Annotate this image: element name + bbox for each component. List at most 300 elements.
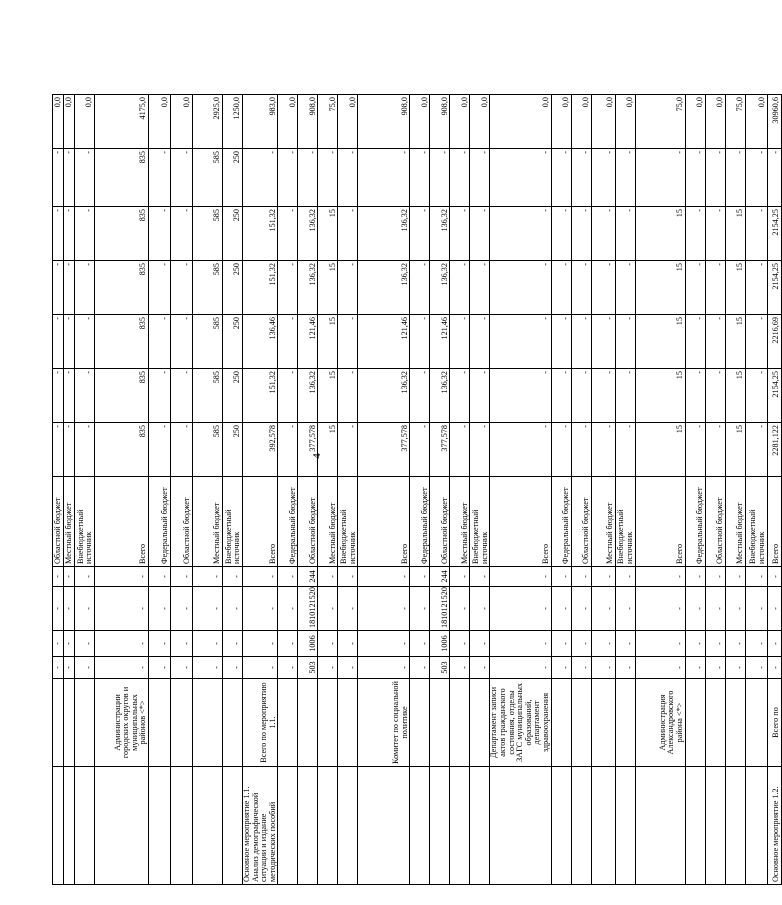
table-cell: - (705, 207, 725, 261)
table-cell: - (571, 631, 591, 657)
table-cell: 503 (298, 657, 318, 679)
table-row (64, 95, 75, 885)
table-cell (470, 679, 490, 767)
table-cell: - (318, 657, 338, 679)
table-cell (470, 767, 490, 885)
table-row (705, 95, 725, 885)
table-cell: - (278, 657, 298, 679)
table-cell: - (745, 567, 767, 587)
table-cell: - (53, 315, 64, 369)
table-cell: - (149, 149, 171, 207)
table-cell: Местный бюджет (318, 477, 338, 567)
table-cell: - (278, 567, 298, 587)
table-cell (358, 767, 410, 885)
table-cell: - (767, 657, 781, 679)
table-row (223, 95, 243, 885)
table-cell: 244 (298, 567, 318, 587)
table-cell: 0,0 (278, 95, 298, 149)
table-cell (95, 767, 149, 885)
table-cell: - (591, 631, 615, 657)
table-cell: - (450, 567, 470, 587)
table-cell: - (551, 567, 571, 587)
table-cell: 15 (635, 261, 685, 315)
page-number: 4 (310, 453, 323, 459)
table-cell: - (745, 657, 767, 679)
table-cell: - (490, 423, 551, 477)
table-cell: - (450, 587, 470, 631)
table-cell: - (64, 657, 75, 679)
table-cell (490, 767, 551, 885)
table-cell: - (615, 587, 635, 631)
table-cell: Областной бюджет (571, 477, 591, 567)
table-cell: 585 (193, 207, 223, 261)
table-cell (410, 767, 430, 885)
table-cell: - (95, 587, 149, 631)
table-cell: - (171, 261, 193, 315)
table-cell: 151,32 (243, 261, 278, 315)
table-cell (635, 767, 685, 885)
table-cell: - (358, 567, 410, 587)
table-row (95, 95, 149, 885)
table-cell: 136,32 (298, 369, 318, 423)
table-cell: 1250,0 (223, 95, 243, 149)
table-cell (430, 767, 450, 885)
table-cell: Внебюджетный источник (223, 477, 243, 567)
table-cell: - (243, 149, 278, 207)
table-cell: - (615, 207, 635, 261)
table-cell: Внебюджетный источник (615, 477, 635, 567)
table-cell: - (171, 587, 193, 631)
table-cell: 75,0 (635, 95, 685, 149)
table-cell: 15 (635, 369, 685, 423)
table-cell: - (705, 261, 725, 315)
table-cell: - (767, 567, 781, 587)
table-cell: 136,32 (358, 261, 410, 315)
table-cell: - (64, 631, 75, 657)
table-cell: 835 (95, 149, 149, 207)
table-cell: - (551, 315, 571, 369)
table-cell: - (243, 567, 278, 587)
table-cell: - (490, 587, 551, 631)
table-cell: Областной бюджет (171, 477, 193, 567)
table-cell: 121,46 (298, 315, 318, 369)
table-cell: - (223, 631, 243, 657)
table-cell: - (95, 657, 149, 679)
table-cell: - (571, 657, 591, 679)
table-cell: 0,0 (551, 95, 571, 149)
table-cell: 136,32 (430, 261, 450, 315)
table-cell: - (470, 149, 490, 207)
table-cell: - (745, 149, 767, 207)
table-cell: 0,0 (410, 95, 430, 149)
table-cell: - (470, 631, 490, 657)
table-cell: - (243, 657, 278, 679)
table-cell: Всего (635, 477, 685, 567)
table-cell (64, 767, 75, 885)
table-cell (551, 679, 571, 767)
table-cell (705, 679, 725, 767)
table-row (571, 95, 591, 885)
table-row (243, 95, 278, 885)
table-cell: 1006 (430, 631, 450, 657)
table-cell (685, 679, 705, 767)
table-cell: - (358, 631, 410, 657)
table-cell: - (95, 631, 149, 657)
table-cell: - (490, 207, 551, 261)
table-cell: - (318, 567, 338, 587)
table-cell: - (571, 423, 591, 477)
table-cell: - (490, 567, 551, 587)
table-row (193, 95, 223, 885)
table-cell: - (278, 369, 298, 423)
table-cell: Местный бюджет (64, 477, 75, 567)
table-cell: - (450, 369, 470, 423)
table-cell (298, 679, 318, 767)
table-cell: - (551, 657, 571, 679)
table-cell: 0,0 (705, 95, 725, 149)
table-cell: - (745, 315, 767, 369)
table-cell: - (53, 657, 64, 679)
table-cell: - (64, 315, 75, 369)
table-cell: - (75, 149, 95, 207)
table-cell: - (338, 587, 358, 631)
table-cell: - (685, 261, 705, 315)
table-cell: - (318, 631, 338, 657)
table-cell: - (53, 369, 64, 423)
table-cell: - (470, 315, 490, 369)
table-cell: 2925,0 (193, 95, 223, 149)
table-cell: - (338, 423, 358, 477)
table-cell: - (64, 149, 75, 207)
table-row (53, 95, 64, 885)
table-cell: Внебюджетный источник (745, 477, 767, 567)
table-cell: - (53, 567, 64, 587)
table-cell: - (149, 567, 171, 587)
table-cell: 0,0 (149, 95, 171, 149)
table-cell: 2216,69 (767, 315, 781, 369)
table-cell: - (705, 587, 725, 631)
table-cell: - (635, 149, 685, 207)
table-cell: - (470, 587, 490, 631)
table-cell: Местный бюджет (450, 477, 470, 567)
table-cell: 835 (95, 261, 149, 315)
table-cell: - (278, 207, 298, 261)
table-cell: - (591, 567, 615, 587)
table-cell: - (358, 587, 410, 631)
table-cell: - (193, 657, 223, 679)
table-cell: - (75, 207, 95, 261)
table-cell: 15 (318, 423, 338, 477)
table-cell: - (338, 567, 358, 587)
table-row (298, 95, 318, 885)
table-cell (745, 679, 767, 767)
table-cell: 250 (223, 261, 243, 315)
table-cell (53, 767, 64, 885)
table-cell: - (571, 261, 591, 315)
table-cell: 835 (95, 369, 149, 423)
table-cell: - (685, 587, 705, 631)
table-cell: - (171, 657, 193, 679)
table-cell (615, 767, 635, 885)
table-cell: - (470, 567, 490, 587)
table-cell (450, 679, 470, 767)
table-cell: - (338, 631, 358, 657)
table-row (358, 95, 410, 885)
table-cell: Всего (767, 477, 781, 567)
table-cell: - (705, 631, 725, 657)
table-cell: 0,0 (75, 95, 95, 149)
table-cell: - (767, 149, 781, 207)
table-cell: 15 (318, 369, 338, 423)
table-row (615, 95, 635, 885)
table-cell: - (615, 631, 635, 657)
table-cell: 585 (193, 423, 223, 477)
table-cell: - (470, 261, 490, 315)
table-row (338, 95, 358, 885)
table-cell (450, 767, 470, 885)
table-cell: 908,0 (358, 95, 410, 149)
table-cell: 121,46 (358, 315, 410, 369)
table-cell: - (75, 369, 95, 423)
table-cell: - (410, 207, 430, 261)
table-cell: - (318, 149, 338, 207)
table-cell: 0,0 (171, 95, 193, 149)
table-cell: - (338, 315, 358, 369)
table-cell: - (53, 261, 64, 315)
table-cell: - (243, 631, 278, 657)
table-cell: 908,0 (430, 95, 450, 149)
table-cell: - (685, 315, 705, 369)
table-cell: - (430, 149, 450, 207)
table-cell: Основное мероприятие 1.1. Анализ демографической ситуации и издание методических пособий (243, 767, 278, 885)
table-cell: 2154,25 (767, 369, 781, 423)
table-cell: - (635, 657, 685, 679)
table-cell: - (705, 567, 725, 587)
table-cell (745, 767, 767, 885)
table-cell: - (193, 631, 223, 657)
table-cell: - (705, 315, 725, 369)
table-cell: 377,578 (358, 423, 410, 477)
table-cell: - (591, 423, 615, 477)
table-cell: 1810121520 (430, 587, 450, 631)
table-cell: - (75, 567, 95, 587)
table-cell: 377,578 (430, 423, 450, 477)
table-cell: - (149, 657, 171, 679)
table-cell: - (705, 149, 725, 207)
table-cell: 835 (95, 315, 149, 369)
table-cell: - (298, 149, 318, 207)
table-cell: - (64, 261, 75, 315)
table-cell (318, 679, 338, 767)
table-cell: - (53, 149, 64, 207)
table-cell: Областной бюджет (53, 477, 64, 567)
table-cell: - (75, 423, 95, 477)
table-cell: - (149, 631, 171, 657)
table-cell: - (450, 631, 470, 657)
table-row (430, 95, 450, 885)
table-cell: - (490, 261, 551, 315)
table-cell: 136,32 (358, 207, 410, 261)
table-cell: - (615, 261, 635, 315)
table-cell: - (75, 261, 95, 315)
table-cell: - (571, 315, 591, 369)
table-cell: - (745, 369, 767, 423)
table-cell: - (223, 567, 243, 587)
table-cell: Комитет по социальной политике (358, 679, 410, 767)
table-cell: - (470, 657, 490, 679)
table-cell: - (615, 567, 635, 587)
table-cell: - (571, 207, 591, 261)
table-cell: 250 (223, 423, 243, 477)
table-cell: - (635, 631, 685, 657)
table-cell: 0,0 (338, 95, 358, 149)
table-cell: 1006 (298, 631, 318, 657)
table-cell (615, 679, 635, 767)
table-cell: - (635, 587, 685, 631)
table-row (450, 95, 470, 885)
table-cell: - (450, 149, 470, 207)
table-cell: Внебюджетный источник (338, 477, 358, 567)
table-cell (193, 679, 223, 767)
table-cell (53, 679, 64, 767)
table-cell: - (591, 261, 615, 315)
table-cell: 250 (223, 369, 243, 423)
table-cell: 585 (193, 369, 223, 423)
table-cell: 585 (193, 149, 223, 207)
table-cell: 0,0 (591, 95, 615, 149)
table-cell: - (490, 631, 551, 657)
table-cell: - (591, 315, 615, 369)
table-cell: 0,0 (64, 95, 75, 149)
table-cell: - (149, 587, 171, 631)
table-cell: 30960,6 (767, 95, 781, 149)
table-row (75, 95, 95, 885)
table-cell: 2281,122 (767, 423, 781, 477)
table-cell: - (551, 369, 571, 423)
table-cell: 4175,0 (95, 95, 149, 149)
table-cell: - (725, 631, 745, 657)
table-cell: - (571, 149, 591, 207)
table-cell: - (490, 149, 551, 207)
table-cell: - (223, 587, 243, 631)
table-cell: 250 (223, 149, 243, 207)
table-cell: - (551, 631, 571, 657)
table-cell: 0,0 (450, 95, 470, 149)
table-cell: - (615, 657, 635, 679)
table-cell: Внебюджетный источник (470, 477, 490, 567)
table-cell: - (278, 423, 298, 477)
table-cell: - (53, 631, 64, 657)
table-cell: - (591, 369, 615, 423)
table-cell: 151,32 (243, 369, 278, 423)
table-cell: 75,0 (725, 95, 745, 149)
table-row (551, 95, 571, 885)
table-cell: 0,0 (571, 95, 591, 149)
table-cell: 15 (725, 207, 745, 261)
table-cell: - (450, 315, 470, 369)
table-cell: 136,46 (243, 315, 278, 369)
table-cell: - (490, 657, 551, 679)
table-cell: - (64, 423, 75, 477)
table-cell: - (745, 261, 767, 315)
table-cell: - (571, 587, 591, 631)
table-cell: - (171, 149, 193, 207)
table-cell: 392,578 (243, 423, 278, 477)
table-cell (338, 767, 358, 885)
table-cell: - (193, 567, 223, 587)
table-cell: - (278, 149, 298, 207)
table-cell: Департамент записи актов гражданского состояния, отделы ЗАГС муниципальных образований, департамент здравоохранения (490, 679, 551, 767)
table-cell: - (53, 423, 64, 477)
table-cell (149, 767, 171, 885)
table-cell: - (745, 587, 767, 631)
table-cell (171, 679, 193, 767)
table-cell (725, 767, 745, 885)
table-cell (171, 767, 193, 885)
table-cell: 503 (430, 657, 450, 679)
table-cell: Областной бюджет (298, 477, 318, 567)
table-cell: - (64, 369, 75, 423)
table-cell: - (223, 657, 243, 679)
table-cell: Всего по (767, 679, 781, 767)
table-cell: 0,0 (470, 95, 490, 149)
table-row (490, 95, 551, 885)
table-row (591, 95, 615, 885)
table-cell: Всего (490, 477, 551, 567)
table-row (745, 95, 767, 885)
table-row (635, 95, 685, 885)
table-cell: Федеральный бюджет (551, 477, 571, 567)
table-cell: - (615, 369, 635, 423)
table-cell: - (338, 149, 358, 207)
table-cell: - (745, 207, 767, 261)
table-cell (318, 767, 338, 885)
table-cell: 250 (223, 315, 243, 369)
table-cell: Областной бюджет (705, 477, 725, 567)
table-cell (591, 767, 615, 885)
table-cell: - (193, 587, 223, 631)
table-cell: - (64, 587, 75, 631)
table-cell (278, 767, 298, 885)
table-cell: - (410, 423, 430, 477)
table-cell: - (571, 567, 591, 587)
table-cell: - (149, 315, 171, 369)
table-cell: - (490, 315, 551, 369)
table-cell: - (410, 369, 430, 423)
table-cell: - (615, 315, 635, 369)
table-cell: - (705, 657, 725, 679)
table-cell: - (685, 149, 705, 207)
table-cell: - (358, 657, 410, 679)
rotated-page (52, 95, 781, 885)
table-cell: - (470, 423, 490, 477)
table-cell: - (358, 149, 410, 207)
table-cell (193, 767, 223, 885)
table-cell (685, 767, 705, 885)
table-cell: 585 (193, 315, 223, 369)
table-cell: - (551, 423, 571, 477)
table-cell: - (95, 567, 149, 587)
table-cell (75, 767, 95, 885)
table-cell: 908,0 (298, 95, 318, 149)
table-cell: - (490, 369, 551, 423)
table-cell (64, 679, 75, 767)
table-row (278, 95, 298, 885)
table-cell (75, 679, 95, 767)
table-cell: - (278, 315, 298, 369)
table-cell: - (318, 587, 338, 631)
table-cell: - (410, 149, 430, 207)
